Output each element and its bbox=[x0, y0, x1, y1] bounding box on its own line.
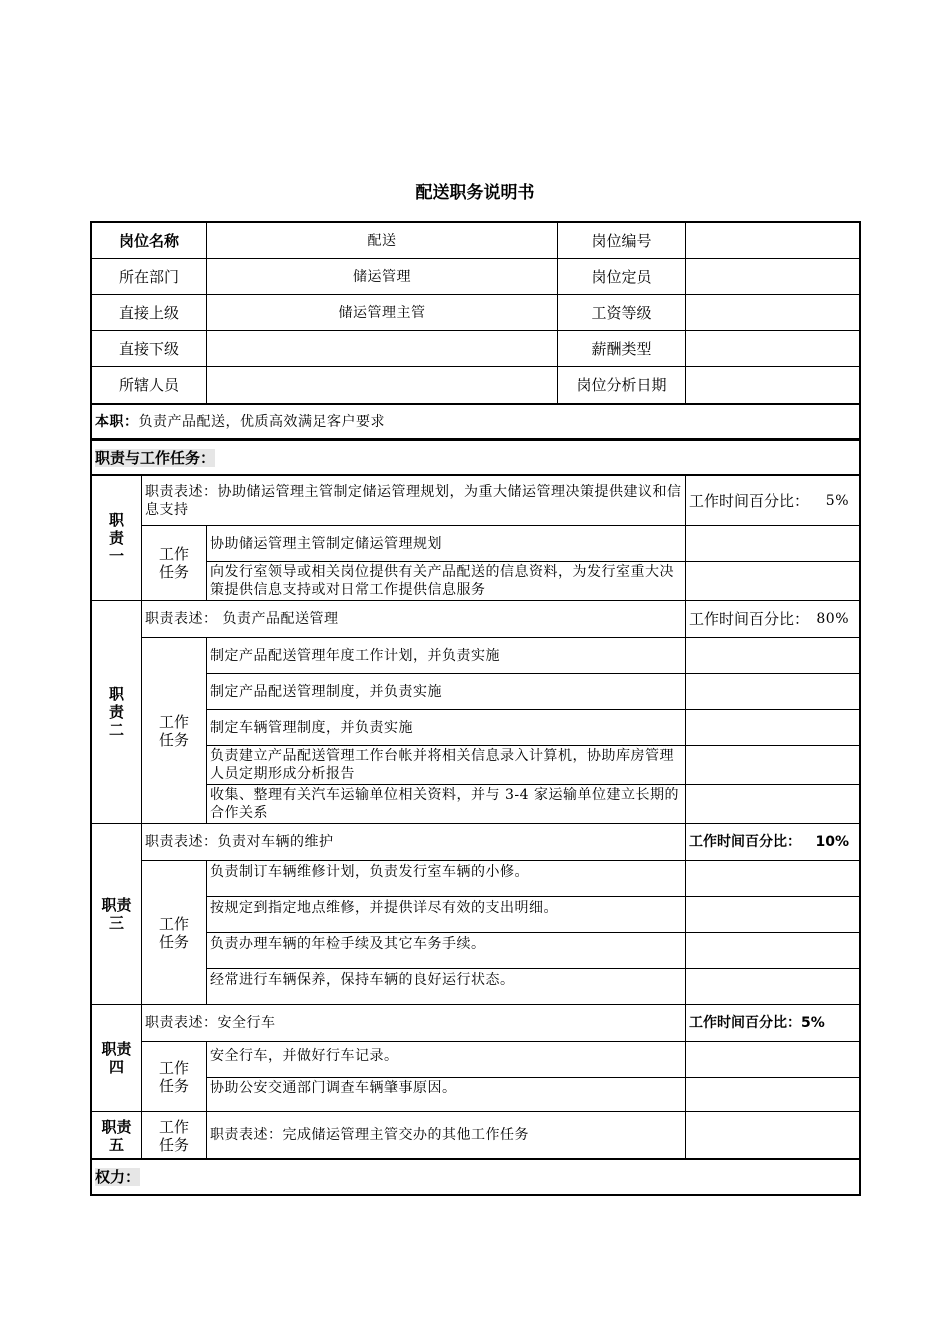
duty-2-task-label: 工作 任务 bbox=[141, 637, 207, 824]
duty-2-task-2: 制定产品配送管理制度，并负责实施 bbox=[206, 673, 686, 710]
value-pay-type bbox=[685, 330, 860, 367]
label-headcount: 岗位定员 bbox=[557, 258, 686, 295]
duty-2-task-4-extra bbox=[685, 745, 860, 785]
value-position-code bbox=[685, 222, 860, 259]
duty-2-task-5-extra bbox=[685, 784, 860, 824]
duty-4-pct: 工作时间百分比： 5% bbox=[685, 1004, 860, 1042]
duty-5-label: 职责 五 bbox=[91, 1111, 142, 1159]
duty-4-task-1-extra bbox=[685, 1041, 860, 1078]
duty-2-task-5: 收集、整理有关汽车运输单位相关资料，并与 3-4 家运输单位建立长期的合作关系 bbox=[206, 784, 686, 824]
label-position-code: 岗位编号 bbox=[557, 222, 686, 259]
label-staff: 所辖人员 bbox=[91, 366, 207, 404]
value-headcount bbox=[685, 258, 860, 295]
duty-3-task-1-extra bbox=[685, 860, 860, 897]
duty-5-description: 职责表述：完成储运管理主管交办的其他工作任务 bbox=[206, 1111, 686, 1159]
duty-3-pct: 工作时间百分比： 10% bbox=[685, 823, 860, 861]
duty-2-task-3: 制定车辆管理制度，并负责实施 bbox=[206, 709, 686, 746]
duty-3-task-1: 负责制订车辆维修计划，负责发行室车辆的小修。 bbox=[206, 860, 686, 897]
authority-label: 权力： bbox=[95, 1168, 141, 1186]
duty-4-task-2: 协助公安交通部门调查车辆肇事原因。 bbox=[206, 1077, 686, 1112]
value-analysis-date bbox=[685, 366, 860, 404]
duty-4-task-1: 安全行车，并做好行车记录。 bbox=[206, 1041, 686, 1078]
label-superior: 直接上级 bbox=[91, 294, 207, 331]
duty-2-task-2-extra bbox=[685, 673, 860, 710]
duty-2-task-4: 负责建立产品配送管理工作台帐并将相关信息录入计算机，协助库房管理人员定期形成分析报告 bbox=[206, 745, 686, 785]
duty-2-description: 职责表述： 负责产品配送管理 bbox=[141, 600, 686, 638]
duty-3-task-3-extra bbox=[685, 932, 860, 969]
duty-3-task-4: 经常进行车辆保养，保持车辆的良好运行状态。 bbox=[206, 968, 686, 1005]
duty-3-task-2: 按规定到指定地点维修，并提供详尽有效的支出明细。 bbox=[206, 896, 686, 933]
duty-2-task-1-extra bbox=[685, 637, 860, 674]
duty-1-label: 职 责 一 bbox=[91, 475, 142, 601]
duty-4-task-label: 工作 任务 bbox=[141, 1041, 207, 1112]
value-salary-grade bbox=[685, 294, 860, 331]
label-pay-type: 薪酬类型 bbox=[557, 330, 686, 367]
duty-5-extra bbox=[685, 1111, 860, 1159]
duty-3-task-3: 负责办理车辆的年检手续及其它车务手续。 bbox=[206, 932, 686, 969]
main-duty-text: 负责产品配送，优质高效满足客户要求 bbox=[138, 413, 385, 430]
duty-2-task-1: 制定产品配送管理年度工作计划，并负责实施 bbox=[206, 637, 686, 674]
duty-4-description: 职责表述：安全行车 bbox=[141, 1004, 686, 1042]
duty-1-description: 职责表述：协助储运管理主管制定储运管理规划，为重大储运管理决策提供建议和信息支持 bbox=[141, 475, 686, 526]
value-subordinate bbox=[206, 330, 558, 367]
duty-1-task-2: 向发行室领导或相关岗位提供有关产品配送的信息资料，为发行室重大决策提供信息支持或对日常工作提供信息服务 bbox=[206, 561, 686, 601]
duty-1-task-1: 协助储运管理主管制定储运管理规划 bbox=[206, 525, 686, 562]
duty-2-task-3-extra bbox=[685, 709, 860, 746]
duty-3-description: 职责表述：负责对车辆的维护 bbox=[141, 823, 686, 861]
duty-3-task-2-extra bbox=[685, 896, 860, 933]
duty-4-task-2-extra bbox=[685, 1077, 860, 1112]
duty-2-label: 职 责 二 bbox=[91, 600, 142, 824]
duty-5-task-label: 工作 任务 bbox=[141, 1111, 207, 1159]
value-superior: 储运管理主管 bbox=[206, 294, 558, 331]
duty-1-task-1-extra bbox=[685, 525, 860, 562]
duty-4-label: 职责 四 bbox=[91, 1004, 142, 1112]
value-position-name: 配送 bbox=[206, 222, 558, 259]
main-duty-row bbox=[90, 403, 861, 440]
duty-1-task-2-extra bbox=[685, 561, 860, 601]
label-analysis-date: 岗位分析日期 bbox=[557, 366, 686, 404]
value-department: 储运管理 bbox=[206, 258, 558, 295]
duties-header: 职责与工作任务： bbox=[95, 448, 216, 467]
duty-1-pct: 工作时间百分比： 5% bbox=[685, 475, 860, 526]
value-staff bbox=[206, 366, 558, 404]
duty-3-label: 职责 三 bbox=[91, 823, 142, 1005]
duty-2-pct: 工作时间百分比： 80% bbox=[685, 600, 860, 638]
main-duty-label: 本职： bbox=[95, 413, 139, 430]
label-salary-grade: 工资等级 bbox=[557, 294, 686, 331]
label-position-name: 岗位名称 bbox=[91, 222, 207, 259]
page-title: 配送职务说明书 bbox=[415, 183, 535, 203]
duties-header-row bbox=[90, 439, 861, 476]
duty-3-task-4-extra bbox=[685, 968, 860, 1005]
duty-3-task-label: 工作 任务 bbox=[141, 860, 207, 1005]
label-department: 所在部门 bbox=[91, 258, 207, 295]
label-subordinate: 直接下级 bbox=[91, 330, 207, 367]
authority-row bbox=[90, 1158, 861, 1196]
duty-1-task-label: 工作 任务 bbox=[141, 525, 207, 601]
